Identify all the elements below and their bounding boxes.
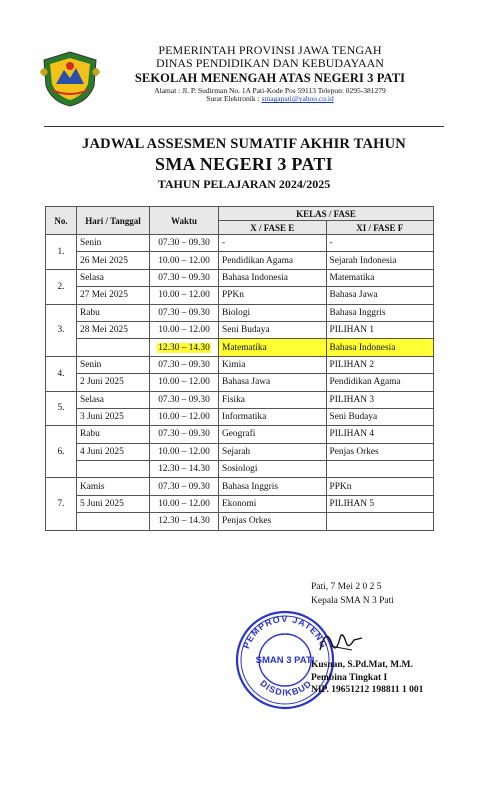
cell-time — [150, 443, 219, 460]
header-phase-f: XI / FASE F — [326, 221, 434, 235]
cell-day: Kamis — [77, 478, 150, 495]
cell-time — [150, 391, 219, 408]
header-phase-e: X / FASE E — [219, 221, 327, 235]
table-row — [46, 443, 434, 460]
cell-no: 6. — [46, 426, 77, 478]
table-row — [46, 495, 434, 512]
letterhead-email-row — [100, 95, 440, 103]
cell-time — [150, 478, 219, 495]
table-row — [46, 339, 434, 356]
cell-day: Selasa — [77, 391, 150, 408]
table-row — [46, 391, 434, 408]
cell-time-text: 10.00 – 12.00 — [158, 290, 210, 301]
cell-time-text: 12.30 – 14.30 — [158, 464, 210, 475]
cell-phase-e: - — [219, 235, 327, 252]
cell-time — [150, 235, 219, 252]
letterhead — [100, 44, 440, 104]
header-no: No. — [46, 207, 77, 235]
table-row — [46, 478, 434, 495]
cell-time-text: 10.00 – 12.00 — [158, 446, 210, 457]
cell-phase-e: Sejarah — [219, 443, 327, 460]
cell-phase-e: Matematika — [219, 339, 327, 356]
cell-date: 2 Juni 2025 — [77, 374, 150, 391]
cell-time — [150, 304, 219, 321]
schedule-table — [45, 206, 434, 531]
table-row — [46, 321, 434, 338]
cell-phase-f: PILIHAN 3 — [326, 391, 434, 408]
cell-time-text: 10.00 – 12.00 — [158, 377, 210, 388]
signature-rank: Pembina Tingkat I — [311, 673, 388, 683]
table-row — [46, 269, 434, 286]
cell-phase-e: Bahasa Jawa — [219, 374, 327, 391]
cell-time — [150, 356, 219, 373]
cell-phase-f — [326, 513, 434, 530]
table-header-row — [46, 207, 434, 221]
cell-time-text: 07.30 – 09.30 — [158, 238, 210, 249]
table-row — [46, 426, 434, 443]
schedule-body — [46, 235, 434, 531]
cell-time-text: 12.30 – 14.30 — [158, 342, 210, 353]
cell-phase-f: Pendidikan Agama — [326, 374, 434, 391]
cell-phase-e: Informatika — [219, 408, 327, 425]
province-logo-icon — [38, 50, 102, 108]
cell-phase-e: Seni Budaya — [219, 321, 327, 338]
cell-phase-e: Pendidikan Agama — [219, 252, 327, 269]
cell-day: Senin — [77, 356, 150, 373]
cell-time — [150, 287, 219, 304]
letterhead-school-name: SEKOLAH MENENGAH ATAS NEGERI 3 PATI — [134, 70, 406, 85]
cell-day-empty — [77, 339, 150, 356]
cell-phase-f: PPKn — [326, 478, 434, 495]
header-class-group: KELAS / FASE — [219, 207, 434, 221]
cell-time — [150, 495, 219, 512]
cell-phase-e: Penjas Orkes — [219, 513, 327, 530]
cell-phase-e: Geografi — [219, 426, 327, 443]
cell-day-empty — [77, 513, 150, 530]
cell-phase-f: Sejarah Indonesia — [326, 252, 434, 269]
cell-day: Rabu — [77, 304, 150, 321]
cell-date: 4 Juni 2025 — [77, 443, 150, 460]
cell-phase-f: Bahasa Jawa — [326, 287, 434, 304]
table-row — [46, 513, 434, 530]
cell-no: 3. — [46, 304, 77, 356]
cell-phase-f: PILIHAN 4 — [326, 426, 434, 443]
cell-time-text: 07.30 – 09.30 — [158, 307, 210, 318]
cell-phase-e: Fisika — [219, 391, 327, 408]
stamp-bottom-text: DISDIKBUD — [258, 678, 314, 698]
cell-phase-f: Bahasa Inggris — [326, 304, 434, 321]
cell-phase-f: PILIHAN 5 — [326, 495, 434, 512]
email-label: Surat Elektronik : — [206, 94, 260, 104]
cell-phase-e: PPKn — [219, 287, 327, 304]
letterhead-line1: PEMERINTAH PROVINSI JAWA TENGAH — [158, 43, 382, 57]
cell-no: 2. — [46, 269, 77, 304]
table-row — [46, 408, 434, 425]
cell-time-text: 10.00 – 12.00 — [158, 412, 210, 423]
cell-time — [150, 252, 219, 269]
email-link[interactable]: smagapati@yahoo.co.id — [261, 94, 334, 104]
document-school-title: SMA NEGERI 3 PATI — [155, 154, 333, 174]
letterhead-address: Alamat : Jl. P. Sudirman No. 1A Pati-Kode Pos 59113 Telepon: 0295-381279 — [154, 85, 386, 95]
header-day: Hari / Tanggal — [77, 207, 150, 235]
table-row — [46, 287, 434, 304]
cell-time — [150, 374, 219, 391]
cell-time — [150, 426, 219, 443]
cell-time-text: 10.00 – 12.00 — [158, 255, 210, 266]
cell-phase-e: Bahasa Indonesia — [219, 269, 327, 286]
signature-nip: NIP. 19651212 198811 1 001 — [311, 685, 424, 695]
table-row — [46, 461, 434, 478]
cell-day: Selasa — [77, 269, 150, 286]
cell-date: 26 Mei 2025 — [77, 252, 150, 269]
cell-phase-f: Matematika — [326, 269, 434, 286]
handwritten-signature — [290, 620, 370, 660]
table-row — [46, 356, 434, 373]
letterhead-divider — [44, 126, 444, 127]
cell-phase-f — [326, 461, 434, 478]
cell-date: 27 Mei 2025 — [77, 287, 150, 304]
cell-time — [150, 339, 219, 356]
document-title: JADWAL ASSESMEN SUMATIF AKHIR TAHUN — [82, 136, 406, 152]
header-time: Waktu — [150, 207, 219, 235]
cell-time-text: 12.30 – 14.30 — [158, 516, 210, 527]
cell-time — [150, 513, 219, 530]
cell-phase-f: Seni Budaya — [326, 408, 434, 425]
signature-name: Kusnan, S.Pd.Mat, M.M. — [311, 660, 413, 670]
cell-time-text: 07.30 – 09.30 — [158, 394, 210, 405]
cell-time — [150, 408, 219, 425]
signature-position: Kepala SMA N 3 Pati — [311, 596, 394, 606]
cell-time-text: 10.00 – 12.00 — [158, 499, 210, 510]
svg-text:DISDIKBUD — [258, 678, 314, 698]
cell-time — [150, 269, 219, 286]
cell-phase-f: - — [326, 235, 434, 252]
cell-no: 5. — [46, 391, 77, 426]
table-row — [46, 374, 434, 391]
cell-date: 28 Mei 2025 — [77, 321, 150, 338]
cell-time-text: 07.30 – 09.30 — [158, 272, 210, 283]
cell-phase-f: Bahasa Indonesia — [326, 339, 434, 356]
cell-time — [150, 321, 219, 338]
cell-time — [150, 461, 219, 478]
cell-phase-f: PILIHAN 2 — [326, 356, 434, 373]
cell-day: Rabu — [77, 426, 150, 443]
cell-day-empty — [77, 461, 150, 478]
cell-phase-f: Penjas Orkes — [326, 443, 434, 460]
cell-phase-e: Biologi — [219, 304, 327, 321]
cell-phase-f: PILIHAN 1 — [326, 321, 434, 338]
cell-time-text: 10.00 – 12.00 — [158, 325, 210, 336]
cell-day: Senin — [77, 235, 150, 252]
cell-date: 3 Juni 2025 — [77, 408, 150, 425]
cell-no: 7. — [46, 478, 77, 530]
cell-phase-e: Kimia — [219, 356, 327, 373]
letterhead-line2: DINAS PENDIDIKAN DAN KEBUDAYAAN — [156, 56, 384, 71]
cell-no: 1. — [46, 235, 77, 270]
cell-no: 4. — [46, 356, 77, 391]
stamp-top-text: PEMPROV JATENG — [240, 613, 330, 650]
cell-phase-e: Ekonomi — [219, 495, 327, 512]
signature-place-date: Pati, 7 Mei 2 0 2 5 — [311, 582, 382, 592]
cell-time-text: 07.30 – 09.30 — [158, 359, 210, 370]
cell-phase-e: Bahasa Inggris — [219, 478, 327, 495]
document-year: TAHUN PELAJARAN 2024/2025 — [157, 177, 331, 191]
cell-date: 5 Juni 2025 — [77, 495, 150, 512]
table-row — [46, 252, 434, 269]
cell-time-text: 07.30 – 09.30 — [158, 429, 210, 440]
stamp-center-text: SMAN 3 PATI — [255, 655, 315, 666]
table-row — [46, 235, 434, 252]
cell-time-text: 07.30 – 09.30 — [158, 481, 210, 492]
cell-phase-e: Sosiologi — [219, 461, 327, 478]
table-row — [46, 304, 434, 321]
